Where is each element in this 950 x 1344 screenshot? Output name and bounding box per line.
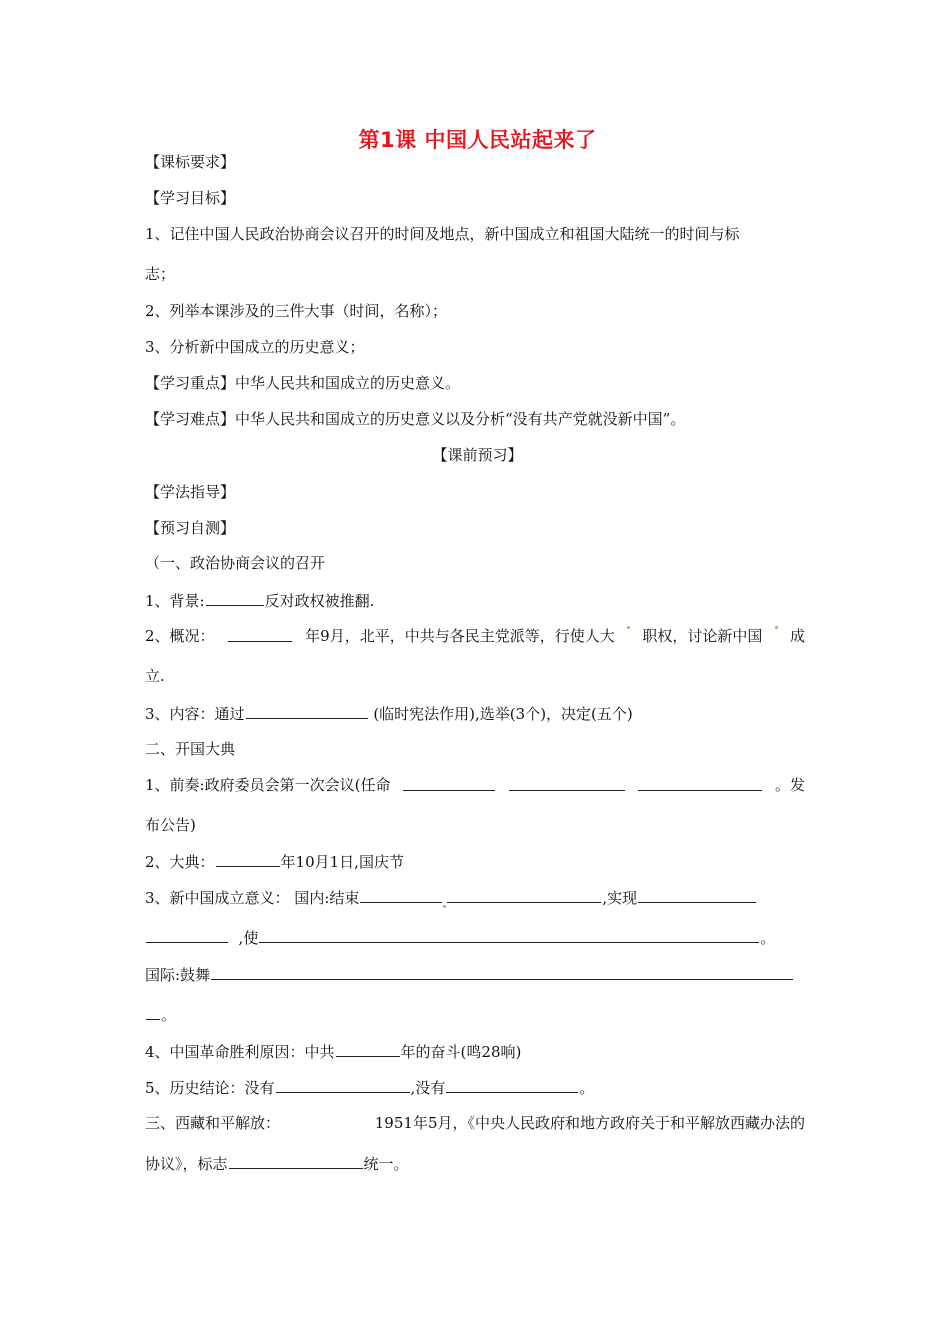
objective-1-cont: 志；	[145, 265, 176, 283]
section-heading-method: 【学法指导】	[145, 483, 236, 501]
item-conclusion	[145, 1077, 594, 1098]
stray-mark	[627, 626, 630, 629]
section-heading-selftest: 【预习自测】	[145, 519, 236, 537]
item-text: 1951年5月，《中央人民政府和地方政府关于和平解放西藏办法的	[374, 1114, 805, 1132]
fill-blank[interactable]	[447, 887, 601, 903]
item-text: 。	[579, 1079, 595, 1097]
fill-blank[interactable]	[336, 1041, 400, 1057]
item-overview	[145, 626, 805, 646]
section-heading-preview: 【课前预习】	[432, 446, 523, 464]
item-international	[145, 964, 794, 985]
fill-blank[interactable]	[509, 775, 625, 791]
item-text: 成	[789, 627, 805, 645]
fill-blank[interactable]	[446, 1077, 578, 1093]
item-background	[145, 590, 374, 611]
item-prelude-cont: 布公告)	[145, 816, 196, 834]
item-overview-cont: 立.	[145, 667, 165, 685]
item-label: 4、中国革命胜利原因：中共	[145, 1043, 335, 1061]
fill-blank[interactable]	[360, 887, 442, 903]
part-2-heading: 二、开国大典	[145, 740, 236, 758]
item-label: 1、背景:	[145, 592, 205, 610]
section-heading-objectives: 【学习目标】	[145, 189, 236, 207]
fill-blank[interactable]	[146, 1004, 160, 1020]
item-label: 国际:鼓舞	[145, 966, 211, 984]
item-text: 协议》，标志	[145, 1155, 228, 1173]
part-1-heading: （一、政治协商会议的召开	[145, 554, 326, 572]
item-text: 。	[161, 1006, 177, 1024]
stray-mark	[775, 626, 778, 629]
stray-mark	[443, 905, 446, 908]
key-point: 【学习重点】中华人民共和国成立的历史意义。	[145, 374, 461, 392]
section-heading-curriculum: 【课标要求】	[145, 153, 236, 171]
item-text: ,使	[238, 929, 259, 947]
fill-blank[interactable]	[206, 590, 264, 606]
item-label: 3、新中国成立意义： 国内:结束	[145, 889, 360, 907]
item-text: 。	[760, 929, 776, 947]
item-international-cont	[145, 1004, 176, 1025]
item-text: 。发	[774, 776, 805, 794]
objective-1: 1、记住中国人民政治协商会议召开的时间及地点，新中国成立和祖国大陆统一的时间与标	[145, 225, 740, 243]
item-significance	[145, 887, 757, 908]
fill-blank[interactable]	[146, 927, 228, 943]
fill-blank[interactable]	[216, 851, 280, 867]
part-3-heading	[145, 1113, 805, 1133]
item-victory-reason	[145, 1041, 521, 1062]
item-text: 反对政权被推翻.	[264, 592, 375, 610]
item-label: 3、内容：通过	[145, 705, 245, 723]
difficult-point: 【学习难点】中华人民共和国成立的历史意义以及分析“没有共产党就没新中国”。	[145, 410, 686, 428]
fill-blank[interactable]	[638, 775, 762, 791]
part-3-cont	[145, 1153, 409, 1174]
item-ceremony	[145, 851, 404, 872]
item-label: 三、西藏和平解放：	[145, 1114, 281, 1132]
item-text: ,没有	[410, 1079, 446, 1097]
item-prelude	[145, 775, 805, 795]
fill-blank[interactable]	[211, 964, 793, 980]
page-title: 第1课 中国人民站起来了	[358, 128, 597, 152]
objective-3: 3、分析新中国成立的历史意义；	[145, 338, 365, 356]
fill-blank[interactable]	[403, 775, 495, 791]
item-text: ,实现	[602, 889, 638, 907]
fill-blank[interactable]	[228, 626, 292, 642]
item-label: 2、大典：	[145, 853, 215, 871]
item-text: 职权，讨论新中国	[642, 627, 763, 645]
item-content	[145, 703, 633, 724]
fill-blank[interactable]	[229, 1153, 363, 1169]
fill-blank[interactable]	[276, 1077, 410, 1093]
fill-blank[interactable]	[246, 703, 368, 719]
item-text: 年10月1日,国庆节	[280, 853, 404, 871]
item-text: (临时宪法作用),选举(3个)，决定(五个)	[373, 705, 633, 723]
item-label: 5、历史结论：没有	[145, 1079, 275, 1097]
fill-blank[interactable]	[259, 927, 759, 943]
item-text: 统一。	[363, 1155, 409, 1173]
item-significance-cont	[145, 927, 775, 948]
fill-blank[interactable]	[638, 887, 756, 903]
objective-2: 2、列举本课涉及的三件大事（时间，名称）；	[145, 302, 448, 320]
item-label: 2、概况：	[145, 627, 215, 645]
item-text: 年9月，北平，中共与各民主党派等，行使人大	[305, 627, 615, 645]
item-text: 年的奋斗(鸣28响)	[400, 1043, 522, 1061]
item-label: 1、前奏:政府委员会第一次会议(任命	[145, 776, 391, 794]
